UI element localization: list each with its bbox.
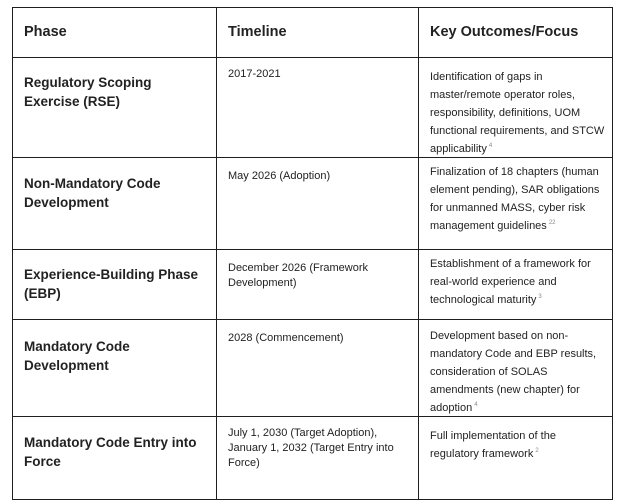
header-key-outcomes-label: Key Outcomes/Focus	[430, 24, 579, 40]
timeline-cell	[217, 417, 419, 500]
footnote-ref: 2	[535, 448, 539, 454]
outcome-text: Establishment of a framework for real-world experience and technological maturity	[430, 258, 591, 306]
table-row	[13, 158, 613, 250]
outcome-cell	[419, 58, 613, 158]
phase-name: Mandatory Code Development	[24, 339, 130, 373]
table-header-row	[13, 8, 613, 58]
phase-cell	[13, 58, 217, 158]
outcome-cell	[419, 417, 613, 500]
table-row	[13, 417, 613, 500]
phase-name: Regulatory Scoping Exercise (RSE)	[24, 75, 152, 109]
footnote-ref: 22	[548, 220, 556, 226]
outcome-cell	[419, 158, 613, 250]
header-key-outcomes	[419, 8, 613, 58]
timeline-text: 2017-2021	[228, 68, 281, 80]
timeline-cell	[217, 250, 419, 320]
outcome-cell	[419, 320, 613, 417]
outcome-text: Development based on non-mandatory Code and EBP results, consideration of SOLAS amendments (new chapter) for adoption	[430, 330, 597, 414]
table-row	[13, 250, 613, 320]
footnote-ref: 4	[474, 402, 478, 408]
timeline-cell	[217, 58, 419, 158]
phase-cell	[13, 320, 217, 417]
phase-name: Mandatory Code Entry into Force	[24, 435, 197, 469]
table-row	[13, 320, 613, 417]
header-timeline-label: Timeline	[228, 24, 287, 40]
header-timeline	[217, 8, 419, 58]
footnote-ref: 4	[488, 143, 493, 149]
outcome-text: Full implementation of the regulatory framework	[430, 430, 556, 460]
timeline-text: May 2026 (Adoption)	[228, 170, 331, 182]
timeline-cell	[217, 320, 419, 417]
outcome-text: Finalization of 18 chapters (human element pending), SAR obligations for unmanned MASS, cyber risk management guidelines	[430, 166, 600, 232]
header-phase	[13, 8, 217, 58]
phase-cell	[13, 417, 217, 500]
header-phase-label: Phase	[24, 24, 67, 40]
outcome-cell	[419, 250, 613, 320]
timeline-text: July 1, 2030 (Target Adoption), January 1, 2032 (Target Entry into Force)	[228, 427, 394, 469]
phase-cell	[13, 158, 217, 250]
footnote-ref: 3	[538, 294, 542, 300]
phase-name: Experience-Building Phase (EBP)	[24, 267, 199, 301]
phase-name: Non-Mandatory Code Development	[24, 176, 161, 210]
phase-timeline-table	[12, 7, 613, 500]
timeline-cell	[217, 158, 419, 250]
table-row	[13, 58, 613, 158]
timeline-text: 2028 (Commencement)	[228, 332, 344, 344]
timeline-text: December 2026 (Framework Development)	[228, 262, 368, 289]
phase-cell	[13, 250, 217, 320]
outcome-text: Identification of gaps in master/remote operator roles, responsibility, definitions, UOM functional requirements, and STCW applicability	[430, 71, 605, 155]
